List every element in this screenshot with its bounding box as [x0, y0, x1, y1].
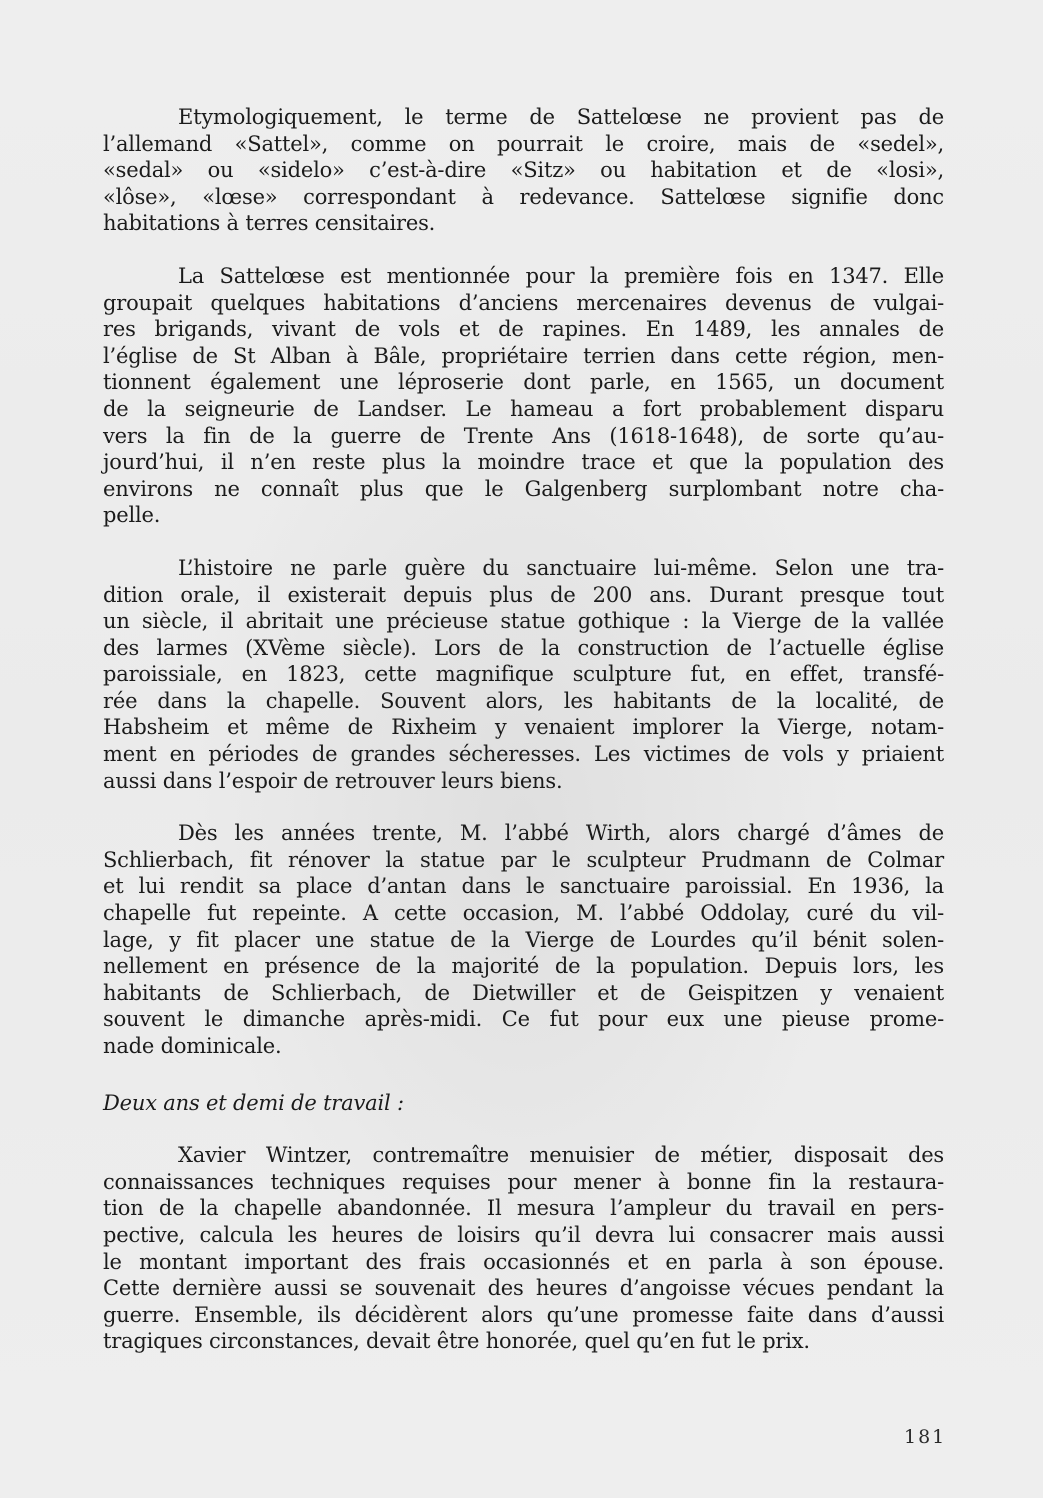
text-line: guerre. Ensemble, ils décidèrent alors qu’une promesse faite dans d’aussi — [103, 1302, 944, 1327]
text-line: lage, y fit placer une statue de la Vierge de Lourdes qu’il bénit solen- — [103, 927, 944, 952]
text-line: ment en périodes de grandes sécheresses. Les victimes de vols y priaient — [103, 742, 944, 767]
paragraph-etymology — [103, 104, 944, 237]
text-line: de la seigneurie de Landser. Le hameau a fort probablement disparu — [103, 396, 944, 421]
text-line: nade dominicale. — [103, 1034, 282, 1058]
text-line: La Sattelœse est mentionnée pour la première fois en 1347. Elle — [178, 263, 944, 288]
paragraph-restoration — [103, 1142, 944, 1355]
text-line: Schlierbach, fit rénover la statue par le sculpteur Prudmann de Colmar — [103, 847, 944, 872]
text-line: groupait quelques habitations d’anciens mercenaires devenus de vulgai- — [103, 290, 944, 315]
text-line: l’église de St Alban à Bâle, propriétaire terrien dans cette région, men- — [103, 343, 944, 368]
text-line: nellement en présence de la majorité de la population. Depuis lors, les — [103, 954, 944, 979]
document-body — [103, 104, 944, 1355]
text-line: tionnent également une léproserie dont parle, en 1565, un document — [103, 370, 944, 395]
text-line: pelle. — [103, 503, 161, 528]
text-line: vers la fin de la guerre de Trente Ans (1618-1648), de sorte qu’au- — [103, 423, 944, 448]
text-line: Cette dernière aussi se souvenait des heures d’angoisse vécues pendant la — [103, 1276, 944, 1301]
text-line: Xavier Wintzer, contremaître menuisier de métier, disposait des — [178, 1143, 944, 1168]
text-line: dition orale, il existerait depuis plus de 200 ans. Durant presque tout — [103, 582, 944, 607]
text-line: un siècle, il abritait une précieuse statue gothique : la Vierge de la vallée — [103, 609, 944, 634]
paragraph-history-sattelose — [103, 263, 944, 529]
text-line: et lui rendit sa place d’antan dans le sanctuaire paroissial. En 1936, la — [103, 874, 944, 899]
text-line: connaissances techniques requises pour mener à bonne fin la restaura- — [103, 1169, 944, 1194]
text-line: tion de la chapelle abandonnée. Il mesura l’ampleur du travail en pers- — [103, 1196, 944, 1221]
text-line: habitants de Schlierbach, de Dietwiller et de Geispitzen y venaient — [103, 980, 944, 1005]
paragraph-thirties — [103, 820, 944, 1059]
text-line: pective, calcula les heures de loisirs qu’il devra lui consacrer mais aussi — [103, 1222, 944, 1247]
page-number: 181 — [904, 1426, 947, 1448]
text-line: «lôse», «lœse» correspondant à redevance. Sattelœse signifie donc — [103, 184, 944, 209]
text-line: Habsheim et même de Rixheim y venaient implorer la Vierge, notam- — [103, 715, 944, 740]
text-line: Dès les années trente, M. l’abbé Wirth, alors chargé d’âmes de — [178, 821, 944, 846]
text-line: paroissiale, en 1823, cette magnifique sculpture fut, en effet, transfé- — [103, 662, 944, 687]
text-line: des larmes (XVème siècle). Lors de la construction de l’actuelle église — [103, 635, 944, 660]
text-line: Etymologiquement, le terme de Sattelœse ne provient pas de — [178, 105, 944, 129]
text-line: «sedal» ou «sidelo» c’est-à-dire «Sitz» ou habitation et de «losi», — [103, 158, 944, 183]
text-line: le montant important des frais occasionnés et en parla à son épouse. — [103, 1249, 944, 1274]
text-line: chapelle fut repeinte. A cette occasion, M. l’abbé Oddolay, curé du vil- — [103, 901, 944, 926]
text-line: habitations à terres censitaires. — [103, 211, 436, 236]
paragraph-sanctuary — [103, 555, 944, 794]
text-line: l’allemand «Sattel», comme on pourrait le croire, mais de «sedel», — [103, 131, 944, 156]
text-line: tragiques circonstances, devait être honorée, quel qu’en fut le prix. — [103, 1329, 810, 1354]
text-line: res brigands, vivant de vols et de rapines. En 1489, les annales de — [103, 317, 944, 342]
text-line: souvent le dimanche après-midi. Ce fut pour eux une pieuse prome- — [103, 1007, 944, 1032]
text-line: aussi dans l’espoir de retrouver leurs biens. — [103, 768, 563, 793]
text-line: L’histoire ne parle guère du sanctuaire lui-même. Selon une tra- — [178, 555, 944, 580]
text-line: jourd’hui, il n’en reste plus la moindre trace et que la population des — [103, 450, 944, 475]
section-heading: Deux ans et demi de travail : — [103, 1090, 404, 1115]
text-line: rée dans la chapelle. Souvent alors, les habitants de la localité, de — [103, 688, 944, 713]
text-line: environs ne connaît plus que le Galgenberg surplombant notre cha- — [103, 476, 944, 501]
